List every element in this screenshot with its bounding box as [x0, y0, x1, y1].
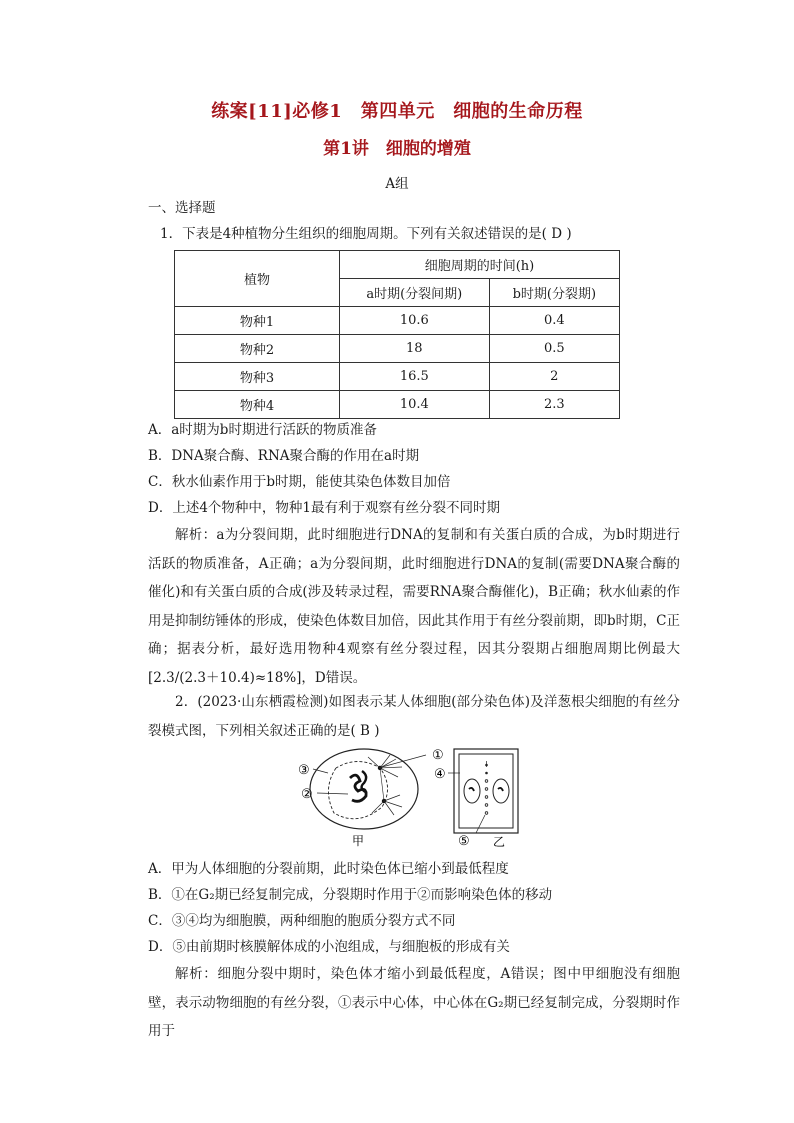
row-plant: 物种1 [175, 307, 340, 335]
row-a-value: 16.5 [340, 363, 490, 391]
row-plant: 物种3 [175, 363, 340, 391]
header-b-period: b时期(分裂期) [489, 279, 619, 307]
table-row [175, 335, 620, 363]
q2-option-b: B．①在G₂期已经复制完成，分裂期时作用于②而影响染色体的移动 [148, 887, 553, 903]
label-jia: 甲 [352, 834, 365, 848]
row-a-value: 18 [340, 335, 490, 363]
label-1: ① [432, 748, 444, 763]
table-row [175, 391, 620, 419]
animal-cell-diagram [310, 749, 426, 829]
table-row [175, 363, 620, 391]
row-a-value: 10.6 [340, 307, 490, 335]
row-b-value: 2 [489, 363, 619, 391]
q1-option-a: A．a时期为b时期进行活跃的物质准备 [148, 422, 377, 438]
q1-option-d: D．上述4个物种中，物种1最有利于观察有丝分裂不同时期 [148, 500, 501, 516]
label-4: ④ [434, 767, 446, 782]
q1-option-c: C．秋水仙素作用于b时期，能使其染色体数目加倍 [148, 474, 451, 490]
header-plant: 植物 [175, 251, 340, 307]
q1-option-b: B．DNA聚合酶、RNA聚合酶的作用在a时期 [148, 448, 420, 464]
q2-option-a: A．甲为人体细胞的分裂前期，此时染色体已缩小到最低程度 [148, 861, 509, 877]
group-label: A组 [385, 176, 409, 192]
label-5: ⑤ [458, 834, 470, 849]
mitosis-figure [298, 743, 530, 849]
document-title: 练案[11]必修1 第四单元 细胞的生命历程 [211, 101, 583, 122]
header-a-period: a时期(分裂间期) [340, 279, 490, 307]
row-b-value: 0.4 [489, 307, 619, 335]
label-3: ③ [298, 763, 310, 778]
q2-option-d: D．⑤由前期时核膜解体成的小泡组成，与细胞板的形成有关 [148, 939, 510, 955]
plant-cell-diagram [448, 749, 518, 833]
label-2: ② [301, 787, 313, 802]
q1-stem: 1．下表是4种植物分生组织的细胞周期。下列有关叙述错误的是( D ) [160, 226, 572, 242]
row-plant: 物种2 [175, 335, 340, 363]
row-a-value: 10.4 [340, 391, 490, 419]
table-header-row [175, 251, 620, 279]
document-subtitle: 第1讲 细胞的增殖 [323, 139, 471, 159]
row-b-value: 0.5 [489, 335, 619, 363]
row-b-value: 2.3 [489, 391, 619, 419]
label-yi: 乙 [493, 835, 506, 849]
header-cycle-time: 细胞周期的时间(h) [340, 251, 620, 279]
cell-cycle-table [174, 250, 620, 419]
row-plant: 物种4 [175, 391, 340, 419]
q2-option-c: C．③④均为细胞膜，两种细胞的胞质分裂方式不同 [148, 913, 456, 929]
q2-stem: 2．(2023·山东栖霞检测)如图表示某人体细胞(部分染色体)及洋葱根尖细胞的有丝分裂模式图，下列相关叙述正确的是( B ) [148, 694, 680, 739]
q2-analysis: 解析：细胞分裂中期时，染色体才缩小到最低程度，A错误；图中甲细胞没有细胞壁，表示动物细胞的有丝分裂，①表示中心体，中心体在G₂期已经复制完成，分裂期时作用于 [148, 966, 680, 1039]
section-heading: 一、选择题 [148, 200, 216, 216]
table-row [175, 307, 620, 335]
q1-analysis: 解析：a为分裂间期，此时细胞进行DNA的复制和有关蛋白质的合成，为b时期进行活跃的物质准备，A正确；a为分裂间期，此时细胞进行DNA的复制(需要DNA聚合酶的催化)和有关蛋白质的合成(涉及转录过程，需要RNA聚合酶催化)，B正确；秋水仙素的作用是抑制纺锤体的形成，使染色体数目加倍，因此其作用于有丝分裂前期，即b时期，C正确；据表分析，最好选用物种4观察有丝分裂过程，因其分裂期占细胞周期比例最大[2.3/(2.3＋10.4)≈18%]，D错误。 [148, 527, 680, 686]
